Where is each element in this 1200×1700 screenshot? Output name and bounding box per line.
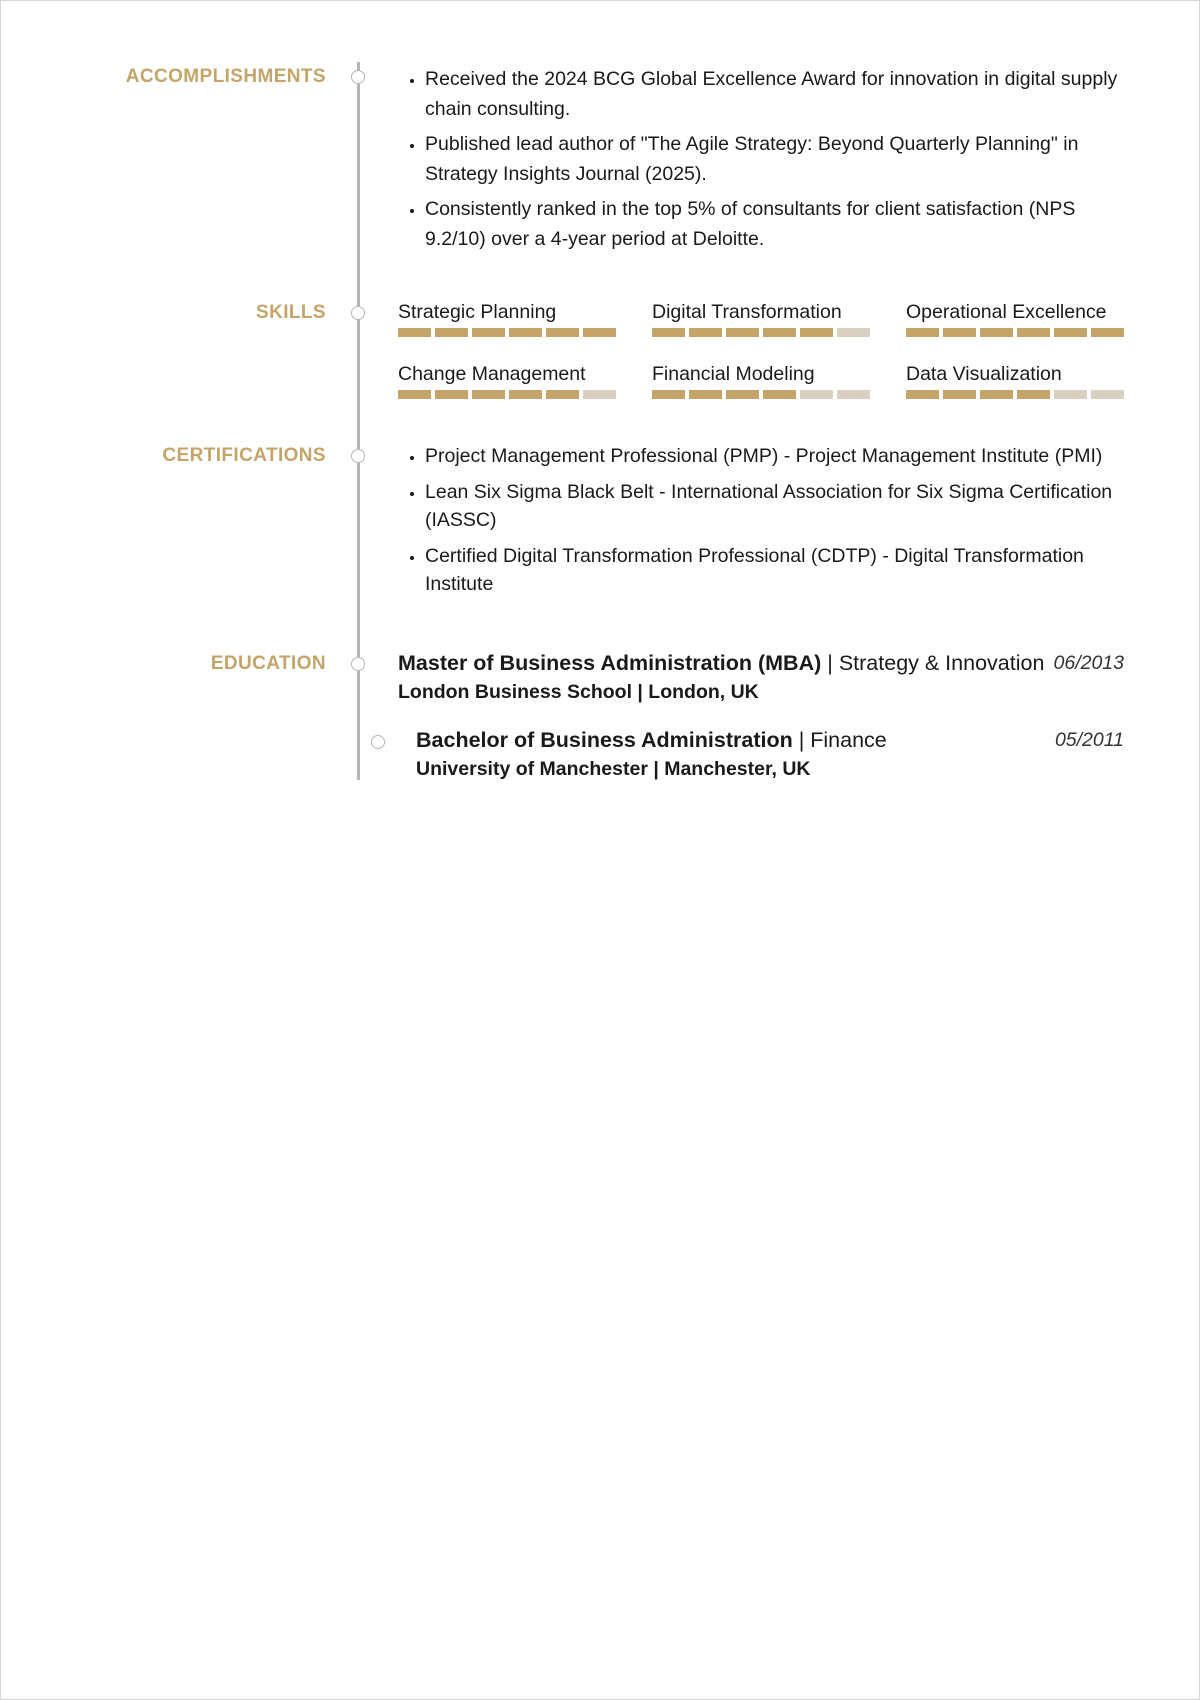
education-school: London Business School | London, UK bbox=[398, 681, 759, 703]
skill-level-bar bbox=[906, 328, 1124, 337]
section-title-education: EDUCATION bbox=[210, 653, 326, 674]
skills-grid bbox=[398, 300, 1124, 399]
skill-segment-filled bbox=[546, 328, 579, 337]
education-degree-line bbox=[398, 648, 1124, 678]
skill-segment-empty bbox=[1091, 390, 1124, 399]
education-school: University of Manchester | Manchester, UK bbox=[416, 758, 811, 780]
skill-segment-filled bbox=[435, 328, 468, 337]
certifications-list bbox=[398, 442, 1124, 598]
skill-segment-filled bbox=[800, 328, 833, 337]
skill-level-bar bbox=[906, 390, 1124, 399]
skill-segment-filled bbox=[726, 328, 759, 337]
skill-segment-filled bbox=[763, 390, 796, 399]
skill-segment-filled bbox=[398, 390, 431, 399]
skill-name: Financial Modeling bbox=[652, 363, 815, 385]
certifications-body bbox=[398, 442, 1124, 598]
skill-segment-filled bbox=[906, 328, 939, 337]
accomplishment-item: • Published lead author of "The Agile Strategy: Beyond Quarterly Planning" in Strategy Insights Journal (2025). bbox=[425, 129, 1124, 189]
skill-level-bar bbox=[398, 328, 616, 337]
skill-segment-empty bbox=[837, 390, 870, 399]
skill-name: Strategic Planning bbox=[398, 301, 557, 323]
skill-segment-filled bbox=[763, 328, 796, 337]
certification-item: • Certified Digital Transformation Professional (CDTP) - Digital Transformation Institute bbox=[425, 542, 1124, 598]
section-title-skills: SKILLS bbox=[256, 302, 326, 323]
timeline-node-icon bbox=[351, 449, 365, 463]
skill-item bbox=[398, 300, 616, 337]
skill-segment-filled bbox=[398, 328, 431, 337]
education-entry bbox=[398, 648, 1124, 706]
skill-segment-filled bbox=[943, 390, 976, 399]
education-degree-line bbox=[416, 725, 1124, 755]
skill-segment-filled bbox=[1017, 390, 1050, 399]
timeline-node-icon bbox=[351, 70, 365, 84]
skills-body bbox=[398, 300, 1124, 399]
certification-item: • Project Management Professional (PMP) - Project Management Institute (PMI) bbox=[425, 442, 1124, 470]
skill-name: Digital Transformation bbox=[652, 301, 842, 323]
skill-segment-filled bbox=[472, 328, 505, 337]
skill-segment-filled bbox=[943, 328, 976, 337]
skill-segment-filled bbox=[1017, 328, 1050, 337]
education-degree: Bachelor of Business Administration bbox=[416, 728, 793, 752]
skill-segment-filled bbox=[1054, 328, 1087, 337]
skill-segment-filled bbox=[583, 328, 616, 337]
skill-segment-filled bbox=[906, 390, 939, 399]
timeline-subnode-icon bbox=[371, 735, 385, 749]
skill-segment-filled bbox=[652, 328, 685, 337]
education-degree: Master of Business Administration (MBA) bbox=[398, 651, 822, 675]
skill-segment-empty bbox=[800, 390, 833, 399]
skill-segment-empty bbox=[583, 390, 616, 399]
accomplishments-list bbox=[398, 64, 1124, 254]
education-entry bbox=[416, 725, 1124, 783]
skill-item bbox=[906, 362, 1124, 399]
skill-item bbox=[652, 362, 870, 399]
timeline-line bbox=[357, 62, 360, 780]
skill-segment-filled bbox=[509, 328, 542, 337]
skill-segment-filled bbox=[652, 390, 685, 399]
education-separator: | bbox=[792, 728, 811, 752]
skill-level-bar bbox=[652, 390, 870, 399]
skill-segment-filled bbox=[546, 390, 579, 399]
skill-level-bar bbox=[398, 390, 616, 399]
skill-item bbox=[652, 300, 870, 337]
education-date: 05/2011 bbox=[1054, 729, 1124, 751]
skill-segment-filled bbox=[472, 390, 505, 399]
timeline-node-icon bbox=[351, 306, 365, 320]
education-body bbox=[398, 648, 1124, 706]
skill-segment-filled bbox=[726, 390, 759, 399]
skill-name: Data Visualization bbox=[906, 363, 1062, 385]
education-field: Strategy & Innovation bbox=[838, 651, 1045, 675]
certification-item: • Lean Six Sigma Black Belt - International Association for Six Sigma Certification (IASSC) bbox=[425, 478, 1124, 534]
skill-segment-filled bbox=[980, 328, 1013, 337]
skill-segment-filled bbox=[980, 390, 1013, 399]
education-date: 06/2013 bbox=[1053, 652, 1124, 674]
skill-segment-filled bbox=[509, 390, 542, 399]
skill-segment-filled bbox=[689, 328, 722, 337]
skill-item bbox=[906, 300, 1124, 337]
skill-segment-filled bbox=[435, 390, 468, 399]
section-title-certifications: CERTIFICATIONS bbox=[162, 445, 326, 466]
timeline-node-icon bbox=[351, 657, 365, 671]
section-title-accomplishments: ACCOMPLISHMENTS bbox=[125, 66, 326, 87]
education-separator: | bbox=[821, 651, 839, 675]
skill-segment-filled bbox=[1091, 328, 1124, 337]
skill-segment-empty bbox=[837, 328, 870, 337]
accomplishment-item: • Received the 2024 BCG Global Excellence Award for innovation in digital supply chain consulting. bbox=[425, 64, 1124, 124]
skill-level-bar bbox=[652, 328, 870, 337]
education-field: Finance bbox=[810, 728, 887, 752]
accomplishments-body bbox=[398, 64, 1124, 254]
skill-name: Operational Excellence bbox=[906, 301, 1107, 323]
skill-segment-filled bbox=[689, 390, 722, 399]
accomplishment-item: • Consistently ranked in the top 5% of consultants for client satisfaction (NPS 9.2/10) over a 4-year period at Deloitte. bbox=[425, 194, 1124, 254]
skill-name: Change Management bbox=[398, 363, 586, 385]
education-body-secondary bbox=[416, 725, 1124, 783]
skill-segment-empty bbox=[1054, 390, 1087, 399]
skill-item bbox=[398, 362, 616, 399]
